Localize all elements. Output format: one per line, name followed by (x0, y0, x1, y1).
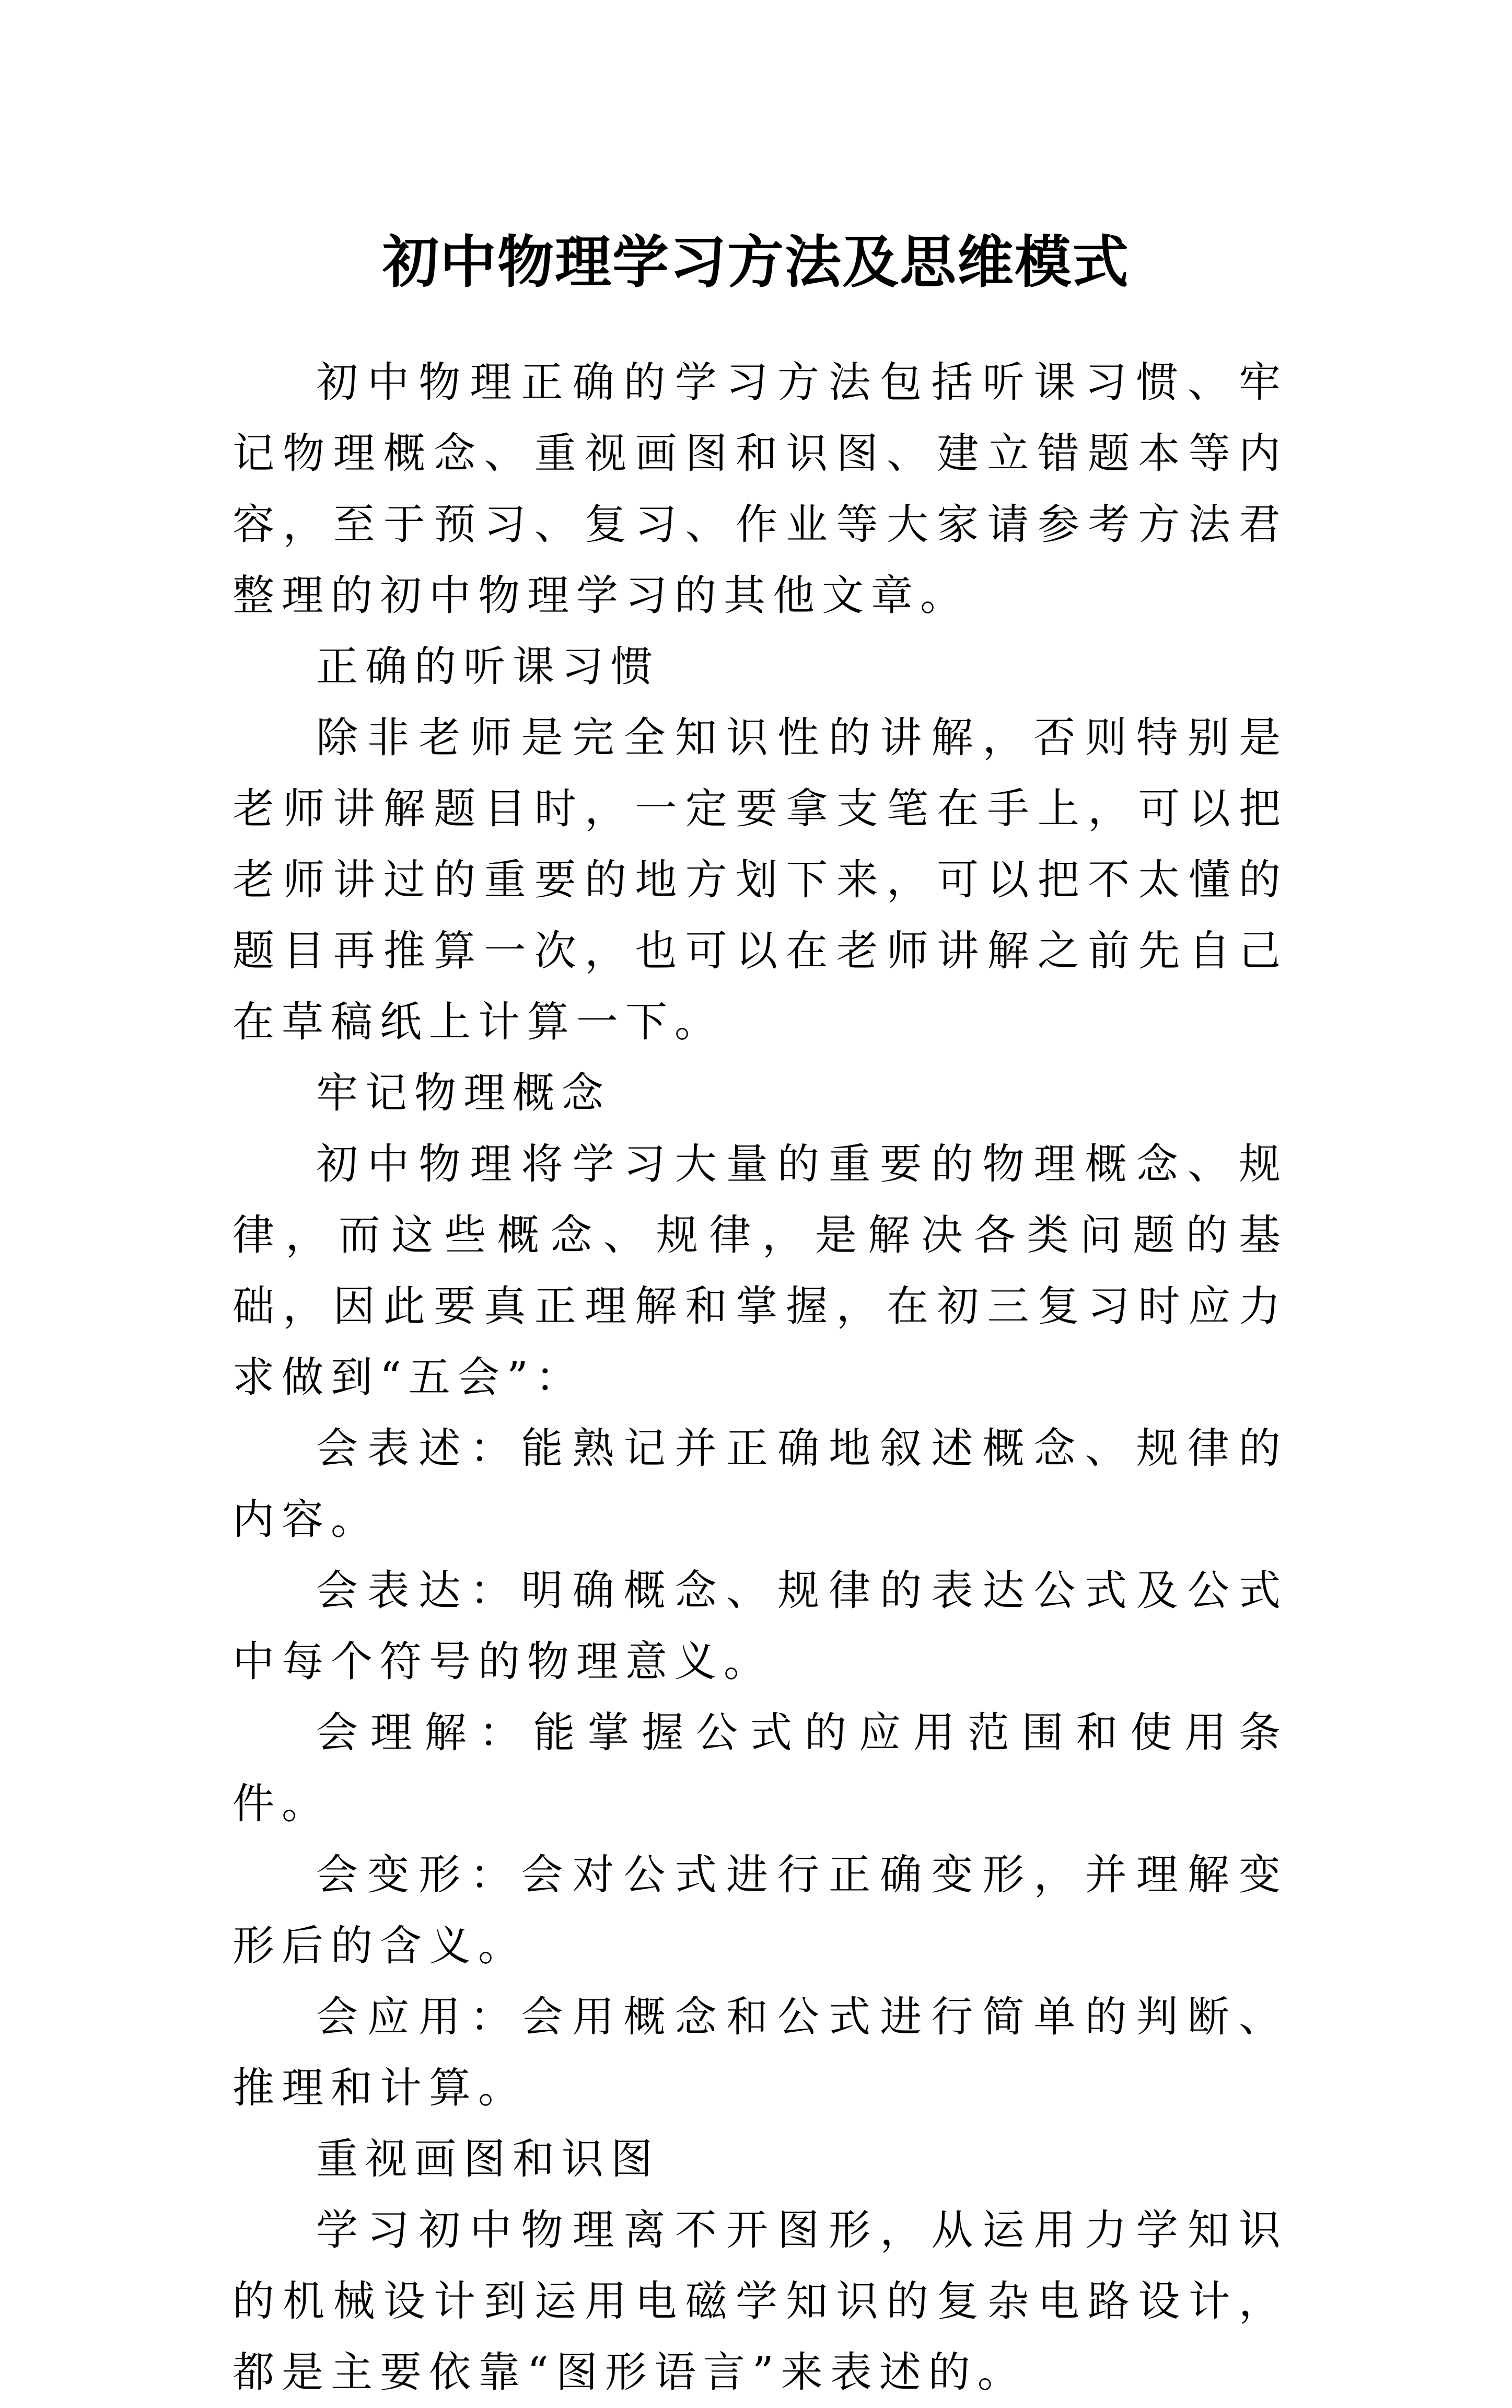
physics-concepts-paragraph: 初中物理将学习大量的重要的物理概念、规律，而这些概念、规律，是解决各类问题的基础，因此要真正理解和掌握，在初三复习时应力求做到“五会”： (232, 1140, 1288, 1402)
section-heading-physics-concepts: 牢记物理概念 (316, 1069, 611, 1117)
intro-paragraph: 初中物理正确的学习方法包括听课习惯、牢记物理概念、重视画图和识图、建立错题本等内容，至于预习、复习、作业等大家请参考方法君整理的初中物理学习的其他文章。 (232, 358, 1288, 620)
document-title: 初中物理学习方法及思维模式 (382, 229, 1130, 296)
five-skills-item-transform: 会变形：会对公式进行正确变形，并理解变形后的含义。 (232, 1850, 1288, 1970)
listening-habits-paragraph: 除非老师是完全知识性的讲解，否则特别是老师讲解题目时，一定要拿支笔在手上，可以把老师讲过的重要的地方划下来，可以把不太懂的题目再推算一次，也可以在老师讲解之前先自己在草稿纸上计算一下。 (232, 713, 1288, 1046)
diagrams-paragraph: 学习初中物理离不开图形，从运用力学知识的机械设计到运用电磁学知识的复杂电路设计，都是主要依靠“图形语言”来表述的。 (232, 2206, 1288, 2397)
section-heading-diagrams: 重视画图和识图 (316, 2135, 660, 2183)
five-skills-item-understand: 会理解：能掌握公式的应用范围和使用条件。 (232, 1708, 1288, 1828)
document-body (232, 347, 1288, 2408)
five-skills-item-describe: 会表述：能熟记并正确地叙述概念、规律的内容。 (232, 1424, 1288, 1544)
section-heading-listening-habits: 正确的听课习惯 (316, 642, 660, 691)
five-skills-item-apply: 会应用：会用概念和公式进行简单的判断、推理和计算。 (232, 1993, 1288, 2112)
five-skills-item-express: 会表达：明确概念、规律的表达公式及公式中每个符号的物理意义。 (232, 1566, 1288, 1686)
